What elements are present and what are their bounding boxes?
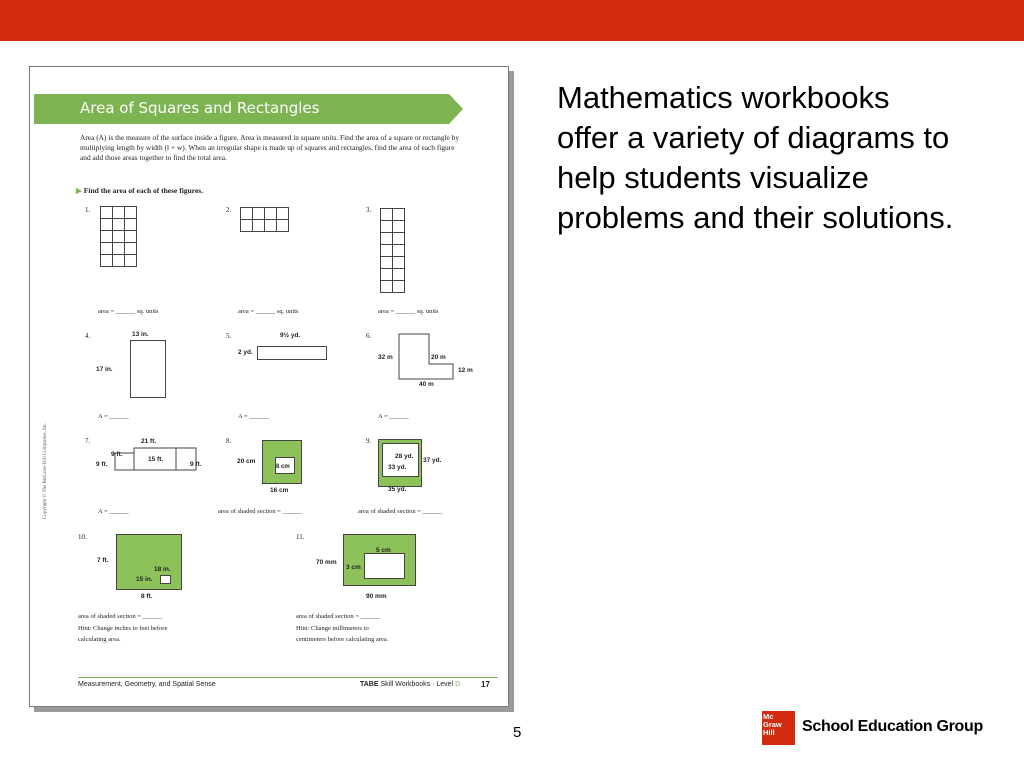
dimension-label: 12 m (458, 367, 473, 374)
problem-number: 1. (85, 206, 91, 214)
copyright-text: Copyright © The McGraw-Hill Companies, Inc. (43, 422, 48, 519)
answer-line: area of shaded section = ______ (296, 613, 380, 620)
intro-paragraph: Area (A) is the measure of the surface inside a figure. Area is measured in square units. Find the area of a square or rectangle by multiplying length by width (l × w). When an irregular shape is made up of squares and rectangles, find the area of each figure and add those areas together to find the total area. (80, 133, 460, 162)
dimension-label: 15 in. (136, 576, 153, 583)
answer-line: area = ______ sq. units (238, 308, 299, 315)
dimension-label: 20 m (431, 354, 446, 361)
hint-line: Hint: Change inches to feet before (78, 625, 168, 632)
answer-line: area of shaded section = ______ (218, 508, 302, 515)
hint-line: calculating area. (78, 636, 121, 643)
inner-square-10 (160, 575, 171, 584)
logo-mark-line: Mc (763, 712, 774, 721)
grid-figure-3 (380, 208, 405, 293)
dimension-label: 5 cm (376, 547, 391, 554)
inner-rect-11 (364, 553, 405, 579)
problem-number: 7. (85, 437, 91, 445)
problem-number: 2. (226, 206, 232, 214)
mcgraw-hill-logo-icon (762, 711, 795, 745)
answer-line: A = ______ (98, 413, 129, 420)
inner-rect-9 (382, 443, 419, 477)
grid-figure-1 (100, 206, 137, 267)
problem-number: 4. (85, 332, 91, 340)
answer-line: area = ______ sq. units (98, 308, 159, 315)
footer-rule (78, 677, 498, 678)
dimension-label: 8 cm (276, 464, 290, 470)
dimension-label: 40 m (419, 381, 434, 388)
chevron-decoration-icon: ››› (443, 93, 449, 124)
problem-number: 3. (366, 206, 372, 214)
dimension-label: 37 yd. (423, 457, 442, 464)
grid-figure-2 (240, 207, 289, 232)
banner-arrow (449, 94, 463, 124)
dimension-label: 7 ft. (97, 557, 109, 564)
top-accent-bar (0, 0, 1024, 41)
dimension-label: 16 cm (270, 487, 289, 494)
instruction-text: Find the area of each of these figures. (83, 186, 204, 195)
rectangle-figure-4 (130, 340, 166, 398)
footer-series-text: Skill Workbooks · Level (378, 681, 456, 688)
dimension-label: 32 m (378, 354, 393, 361)
answer-line: A = ______ (378, 413, 409, 420)
dimension-label: 70 mm (316, 559, 337, 566)
problem-number: 8. (226, 437, 232, 445)
dimension-label: 90 mm (366, 593, 387, 600)
hint-line: Hint: Change millimeters to (296, 625, 369, 632)
dimension-label: 15 ft. (148, 456, 164, 463)
instruction (76, 186, 203, 195)
dimension-label: 9½ yd. (280, 332, 301, 339)
dimension-label: 33 yd. (388, 464, 407, 471)
footer-page-number: 17 (481, 680, 490, 689)
dimension-label: 2 yd. (238, 349, 253, 356)
workbook-page-image (29, 66, 509, 707)
answer-line: area of shaded section = ______ (358, 508, 442, 515)
dimension-label: 18 in. (154, 566, 171, 573)
dimension-label: 9 ft. (190, 461, 202, 468)
logo-text: School Education Group (802, 718, 983, 735)
workbook-title: Area of Squares and Rectangles (80, 99, 320, 117)
footer-series (360, 681, 460, 688)
answer-line: area of shaded section = ______ (78, 613, 162, 620)
problem-number: 9. (366, 437, 372, 445)
slide-body-text: Mathematics workbooks offer a variety of diagrams to help students visualize problems and their solutions. (557, 80, 954, 235)
dimension-label: 3 cm (346, 564, 361, 571)
footer-level: D (455, 681, 461, 688)
logo-mark-line: Hill (763, 728, 775, 737)
answer-line: area = ______ sq. units (378, 308, 439, 315)
l-shape-figure-6 (397, 333, 457, 381)
footer-brand: TABE (360, 681, 379, 688)
footer-section: Measurement, Geometry, and Spatial Sense (78, 681, 216, 688)
rectangle-figure-5 (257, 346, 327, 360)
dimension-label: 13 in. (132, 331, 149, 338)
dimension-label: 17 in. (96, 366, 113, 373)
slide-number: 5 (513, 724, 522, 741)
problem-number: 11. (296, 533, 305, 541)
dimension-label: 8 ft. (141, 593, 153, 600)
problem-number: 6. (366, 332, 372, 340)
problem-number: 5. (226, 332, 232, 340)
problem-number: 10. (78, 533, 87, 541)
answer-line: A = ______ (238, 413, 269, 420)
answer-line: A = ______ (98, 508, 129, 515)
triangle-bullet-icon: ▶ (76, 186, 82, 195)
dimension-label: 28 yd. (395, 453, 414, 460)
dimension-label: 21 ft. (141, 438, 157, 445)
logo-mark-line: Graw (763, 720, 782, 729)
dimension-label: 35 yd. (388, 486, 407, 493)
dimension-label: 20 cm (237, 458, 256, 465)
dimension-label: 9 ft. (111, 451, 123, 458)
hint-line: centimeters before calculating area. (296, 636, 389, 643)
dimension-label: 9 ft. (96, 461, 108, 468)
